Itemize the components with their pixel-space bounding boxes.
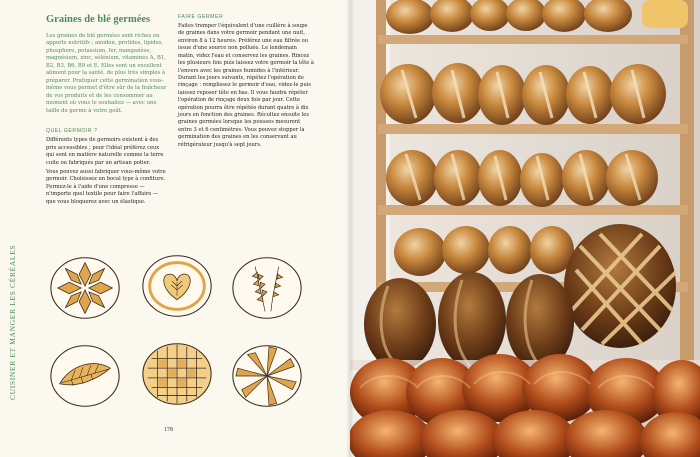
faire-germer-heading: FAIRE GERMER [178, 14, 224, 20]
side-section-label: CUISINER ET MANGER LES CÉRÉALES [8, 244, 17, 400]
intro-paragraph: Les graines de blé germées sont riches en apports nutritifs ; amidon, protides, lipides, phosphore, potassium, fer, manganèse, magnésium, zinc, sélénium, vitamines A, B1, B2, B3, B6, B9 et E. Elles sont un excellent aliment pour la santé, de plus très simples à préparer. Pratiquer cette germination vous-même vous permet d'être sûr de la fraîcheur de vos produits et de les consommer au moment où vous le souhaitez — avec une taille de germe à votre goût. [46, 32, 167, 114]
loaf-grid-icon [138, 338, 216, 410]
loaf-heart-icon [138, 250, 216, 322]
right-column [178, 14, 314, 149]
germoir-paragraph-1: Différents types de germoirs existent à des prix accessibles ; pour l'idéal préférez ceux qui sont en matière naturelle comme la terre cuite ou fabriqués par un artisan potier. [46, 137, 164, 166]
page-number: 178 [164, 427, 173, 433]
loaf-leaf-icon [46, 340, 124, 412]
loaf-illustrations [42, 248, 312, 418]
loaf-flower-icon [46, 252, 124, 324]
page-title: Graines de blé germées [46, 14, 151, 25]
right-page [350, 0, 700, 457]
germoir-paragraph-2: Vous pouvez aussi fabriquer vous-même votre germoir. Choisissez un bocal type à confiture. Fermez-le à l'aide d'une compresse — n'importe quel textile pour faire l'affaire — que vous bloquerez avec un élastique. [46, 168, 166, 205]
faire-germer-text: Faites tremper l'équivalent d'une cuillère à soupe de graines dans votre germoir pendant une nuit, environ 8 à 12 heures. Préférez une eau filtrée ou issue d'une source non polluée. Le lendemain matin, videz l'eau et conservez les graines. Rincez les plusieurs fois puis laissez votre germoir la tête à l'envers avec les graines humides à l'intérieur. Durant les jours suivants, répétez l'opération de rinçage : remplissez le germoir d'eau, videz-le puis laissez reposer tête en bas. Il vous faudra répéter l'opération de rinçage deux fois par jour. Cette opération pourra être répétée durant quatre à dix jours en fonction des graines. Récoltez ensuite les graines germées lorsque les pousses mesurent entre 3 et 6 centimètres. Vous pouvez stopper la germination des graines en les conservant au réfrigérateur jusqu'à sept jours. [178, 23, 314, 148]
germoir-heading: QUEL GERMOIR ? [46, 128, 98, 135]
left-column [46, 14, 168, 206]
bread-rack-photo [350, 0, 700, 457]
loaf-rays-icon [228, 340, 306, 412]
loaf-wheat-icon [228, 252, 306, 324]
